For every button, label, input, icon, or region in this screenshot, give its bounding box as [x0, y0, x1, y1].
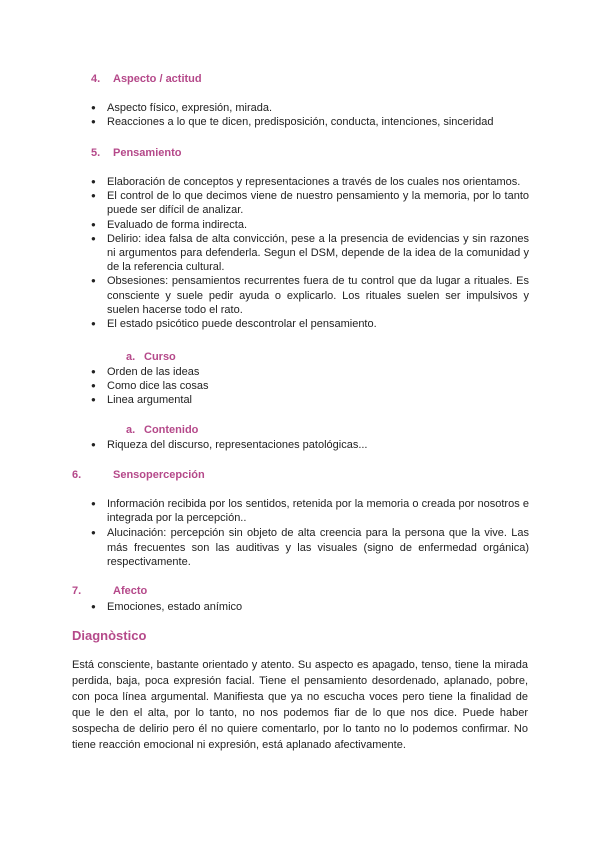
list-item: ● Riqueza del discurso, representaciones patológicas... [91, 438, 529, 452]
section-5-title: Pensamiento [113, 147, 182, 159]
contenido-list [91, 438, 529, 452]
section-4-number: 4. [91, 73, 101, 85]
section-4-title: Aspecto / actitud [113, 73, 202, 85]
section-6-heading [72, 469, 205, 481]
section-5-list [91, 175, 529, 331]
section-6-number: 6. [72, 469, 82, 481]
section-7-heading [72, 585, 147, 597]
section-7-title: Afecto [113, 585, 148, 597]
list-item: ● Orden de las ideas [91, 365, 529, 379]
list-item: ● Alucinación: percepción sin objeto de alta creencia para la persona que la vive. Las más frecuentes son las auditivas y las visuales (signo de enfermedad orgánica) respectivamente. [91, 526, 529, 569]
section-4-heading [91, 73, 202, 85]
subsection-contenido-heading [126, 424, 198, 436]
subsection-curso-heading [126, 351, 176, 363]
diagnostico-paragraph: Está consciente, bastante orientado y atento. Su aspecto es apagado, tenso, tiene la mirada perdida, baja, poca expresión facial. Tiene el pensamiento desordenado, aplanado, pobre, con poca línea argumental. Manifiesta que ya no escucha voces pero tiene la finalidad de que le den el alta, por lo tanto, no nos podemos fiar de lo que nos dice. Puede haber sospecha de delirio pero él no quiere comentarlo, por lo tanto no lo podemos confirmar. No tiene reacción emocional ni expresión, está aplanado afectivamente. [72, 659, 528, 752]
subsection-contenido-title: Contenido [144, 424, 199, 436]
section-7-list [91, 600, 529, 614]
list-item: ● Delirio: idea falsa de alta convicción, pese a la presencia de evidencias y sin razones ni argumentos para defenderla. Segun el DSM, depende de la idea de la comunidad y de la referencia cultural. [91, 232, 529, 275]
subsection-contenido-letter: a. [126, 424, 136, 436]
section-6-list [91, 497, 529, 569]
list-item: ● Aspecto físico, expresión, mirada. [91, 101, 529, 115]
list-item: ● Evaluado de forma indirecta. [91, 218, 529, 232]
list-item: ● El estado psicótico puede descontrolar el pensamiento. [91, 317, 529, 331]
list-item: ● Emociones, estado anímico [91, 600, 529, 614]
list-item: ● Linea argumental [91, 393, 529, 407]
list-item: ● Reacciones a lo que te dicen, predisposición, conducta, intenciones, sinceridad [91, 115, 529, 129]
curso-list [91, 365, 529, 408]
subsection-curso-title: Curso [144, 351, 176, 363]
list-item: ● El control de lo que decimos viene de nuestro pensamiento y la memoria, por lo tanto puede ser difícil de analizar. [91, 189, 529, 217]
list-item: ● Obsesiones: pensamientos recurrentes fuera de tu control que da lugar a rituales. Es consciente y suele pedir ayuda o explicarlo. Los rituales suelen ser impulsivos y suelen hacerse todo el rato. [91, 274, 529, 317]
section-7-number: 7. [72, 585, 82, 597]
subsection-curso-letter: a. [126, 351, 136, 363]
diagnostico-heading: Diagnòstico [72, 628, 147, 643]
list-item: ● Elaboración de conceptos y representaciones a través de los cuales nos orientamos. [91, 175, 529, 189]
list-item: ● Información recibida por los sentidos, retenida por la memoria o creada por nosotros e integrada por la percepción.. [91, 497, 529, 525]
section-6-title: Sensopercepción [113, 469, 205, 481]
list-item: ● Como dice las cosas [91, 379, 529, 393]
section-5-heading [91, 147, 181, 159]
section-5-number: 5. [91, 147, 101, 159]
section-4-list [91, 101, 529, 129]
